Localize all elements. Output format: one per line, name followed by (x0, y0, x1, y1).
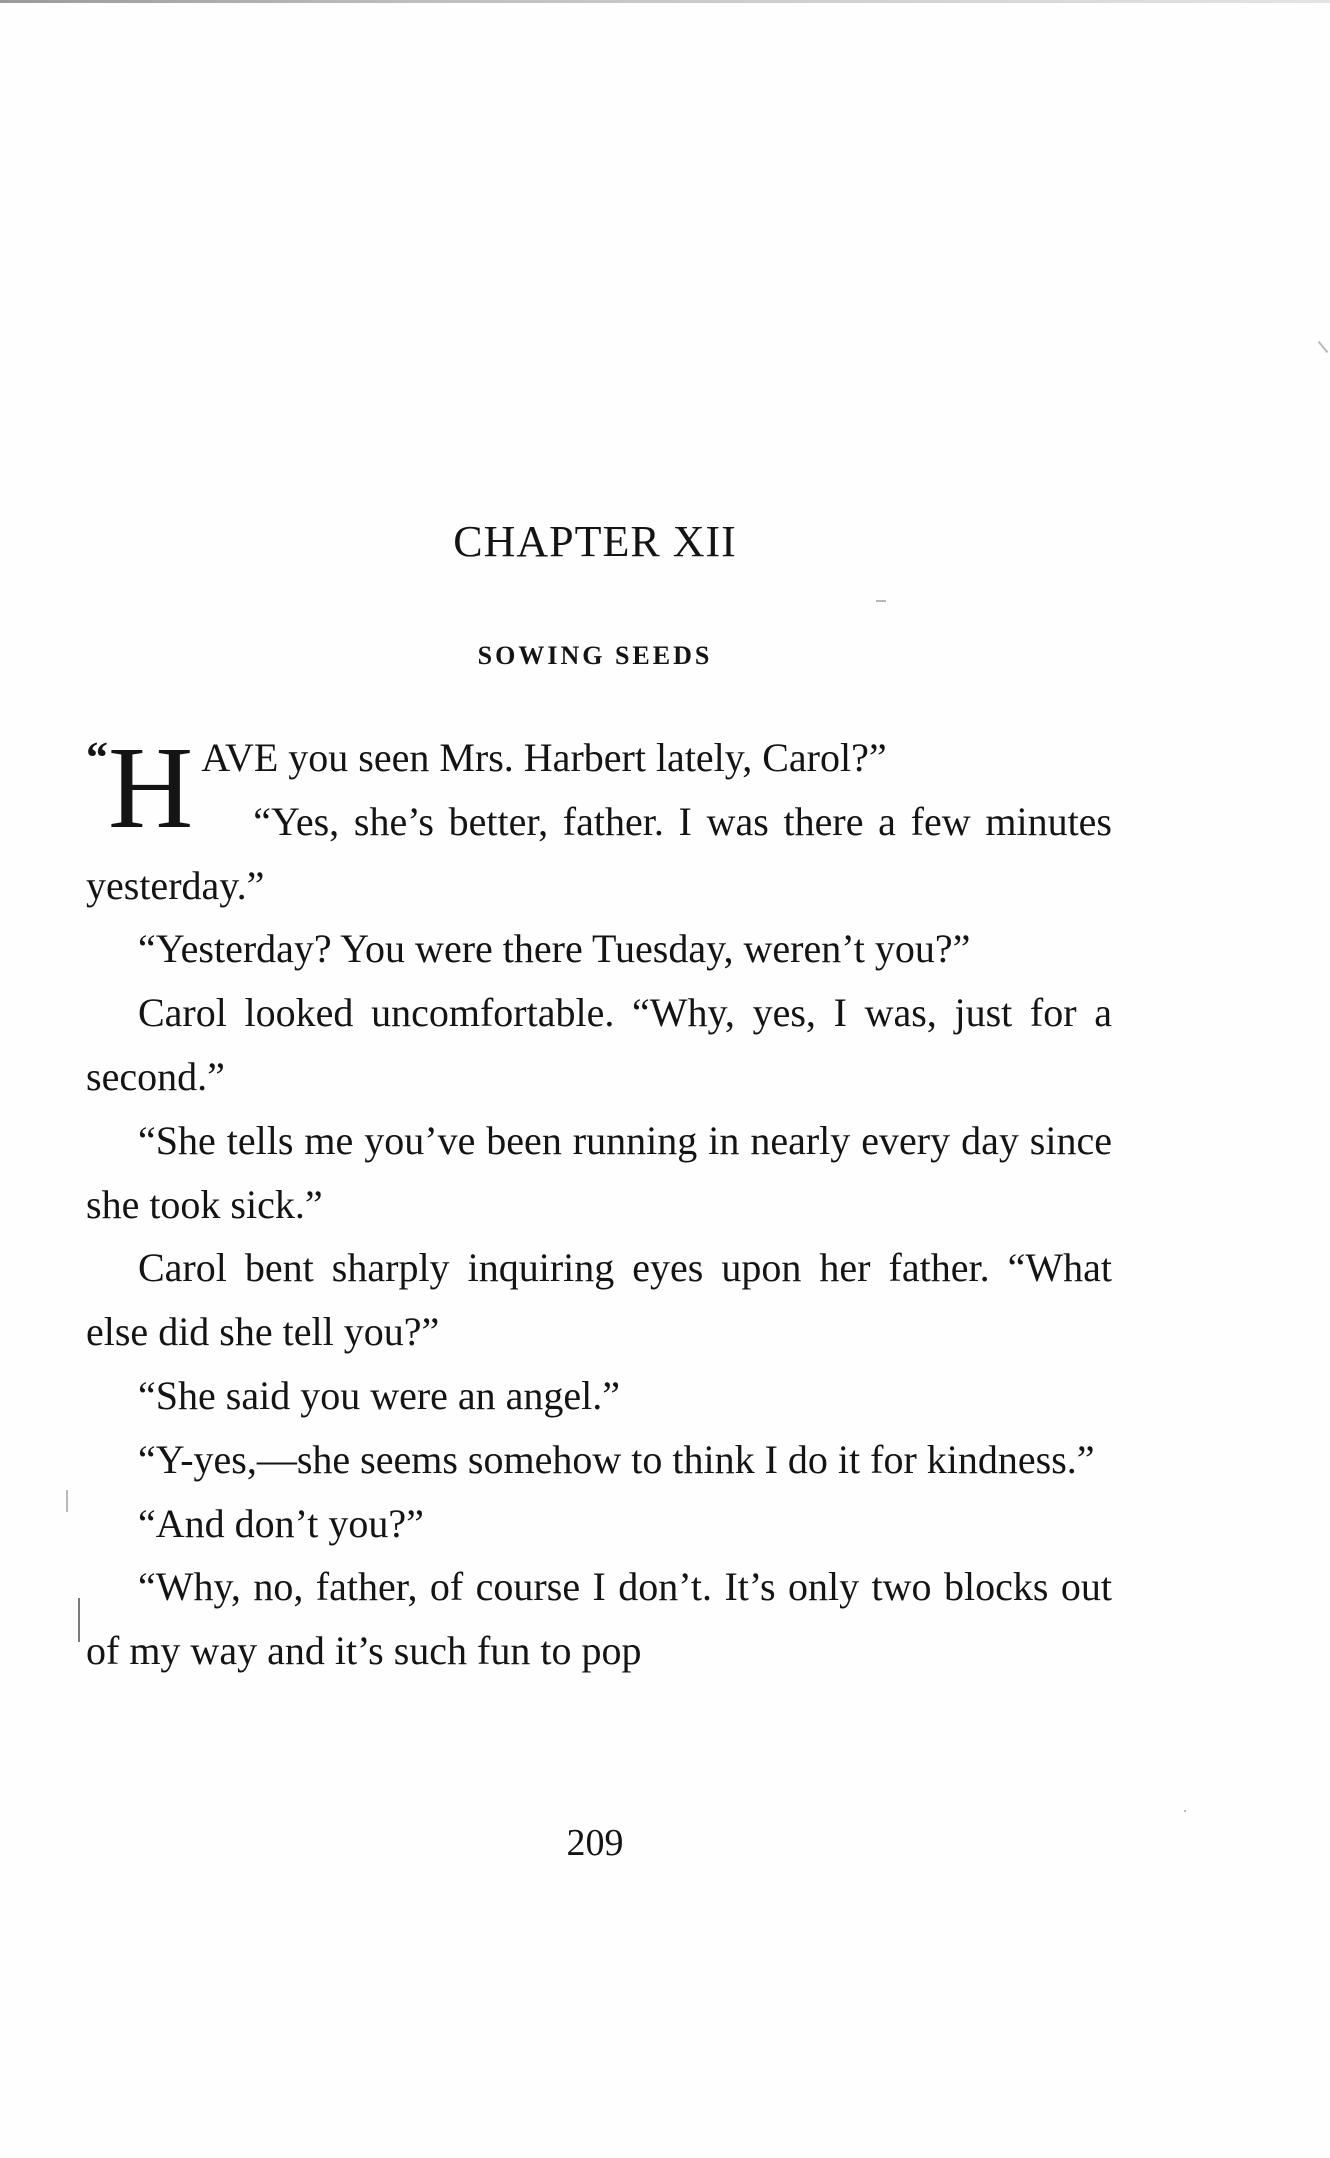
scan-speck (1318, 341, 1329, 353)
scan-speck (1184, 1810, 1186, 1812)
paragraph-text: AVE you seen Mrs. Harbert lately, Carol?” (201, 735, 887, 780)
paragraph-9: “And don’t you?” (138, 1500, 424, 1546)
paragraph-6: Carol bent sharply inquiring eyes upon her father. “What else did she tell you?” (86, 1245, 1112, 1355)
paragraph-7: “She said you were an angel.” (138, 1372, 621, 1418)
paragraph-3: “Yesterday? You were there Tuesday, weren’t you?” (138, 926, 971, 972)
scan-speck (876, 600, 886, 602)
paragraph-5: “She tells me you’ve been running in nearly every day since she took sick.” (86, 1117, 1112, 1227)
drop-cap: H (108, 722, 194, 853)
page-number: 209 (566, 1822, 624, 1864)
paragraph-2: “Yes, she’s better, father. I was there a few minutes yesterday.” (86, 798, 1112, 908)
paragraph-10: “Why, no, father, of course I don’t. It’s only two blocks out of my way and it’s such fun to pop (86, 1564, 1112, 1674)
body-text (86, 722, 1112, 1683)
paragraph-8: “Y-yes,—she seems somehow to think I do it for kindness.” (138, 1436, 1095, 1482)
section-heading: SOWING SEEDS (477, 641, 713, 670)
paragraph-4: Carol looked uncomfortable. “Why, yes, I was, just for a second.” (86, 990, 1112, 1099)
scan-edge-rule (0, 0, 1330, 3)
chapter-heading: CHAPTER XII (453, 517, 737, 566)
scan-speck (66, 1490, 68, 1512)
scan-speck (78, 1598, 80, 1642)
opening-quote: “ (86, 733, 108, 782)
